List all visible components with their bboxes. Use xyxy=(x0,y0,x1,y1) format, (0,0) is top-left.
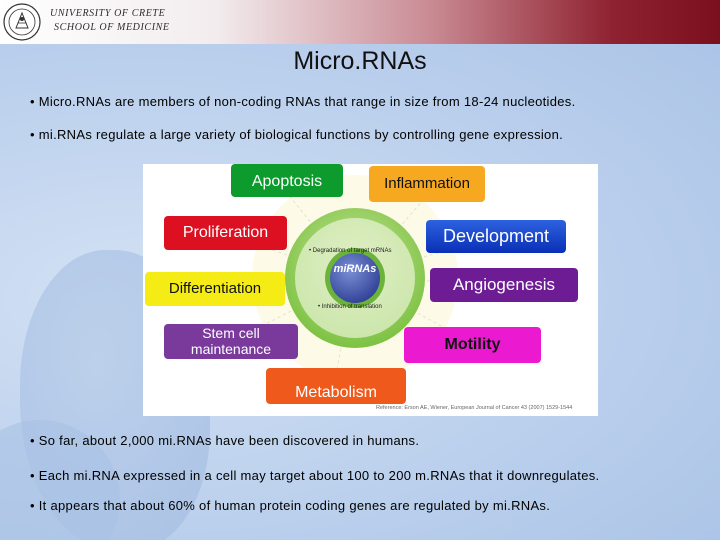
box-label-line1: Stem cell xyxy=(202,325,260,342)
mirna-functions-figure xyxy=(143,164,598,416)
box-inflammation xyxy=(369,166,485,202)
university-name: UNIVERSITY OF CRETE xyxy=(50,8,166,19)
mirna-core xyxy=(330,253,380,303)
box-stem-cell-maintenance xyxy=(164,324,298,359)
ring-label-inhibition: • Inhibition of translation xyxy=(318,304,382,310)
bullet-text: • It appears that about 60% of human protein coding genes are regulated by mi.RNAs. xyxy=(30,498,551,513)
box-label: Motility xyxy=(444,336,501,354)
box-development xyxy=(426,220,566,253)
box-motility xyxy=(404,327,541,363)
box-label-line2: maintenance xyxy=(190,340,272,357)
box-label: Development xyxy=(442,225,550,246)
bullet-text: • Micro.RNAs are members of non-coding RNAs that range in size from 18-24 nucleotides. xyxy=(30,94,576,109)
box-label: Angiogenesis xyxy=(452,274,556,294)
bullet-text: • Each mi.RNA expressed in a cell may target about 100 to 200 m.RNAs that it downregulates. xyxy=(30,468,600,483)
university-seal-icon xyxy=(2,2,42,42)
bullet-text: • mi.RNAs regulate a large variety of biological functions by controlling gene expression. xyxy=(30,127,564,142)
box-label: Metabolism xyxy=(295,384,377,402)
box-metabolism xyxy=(266,368,406,404)
bullet-text: • So far, about 2,000 mi.RNAs have been discovered in humans. xyxy=(30,433,420,448)
ring-label-degradation: • Degradation of target mRNAs xyxy=(309,248,392,254)
box-apoptosis xyxy=(231,164,343,197)
box-label: Differentiation xyxy=(168,279,262,297)
header-band xyxy=(0,0,720,44)
box-proliferation xyxy=(164,216,287,250)
figure-reference: Reference: Erson AE, Wiener, European Journal of Cancer 43 (2007) 1529-1544 xyxy=(376,405,573,411)
box-angiogenesis xyxy=(430,268,578,302)
box-label: Proliferation xyxy=(182,224,269,242)
box-differentiation xyxy=(145,272,285,306)
box-label: Inflammation xyxy=(384,174,470,192)
mirna-center-label: miRNAs xyxy=(333,263,377,275)
box-label: Apoptosis xyxy=(251,173,323,190)
school-name: SCHOOL OF MEDICINE xyxy=(54,22,170,33)
slide-title: Micro.RNAs xyxy=(293,47,427,75)
